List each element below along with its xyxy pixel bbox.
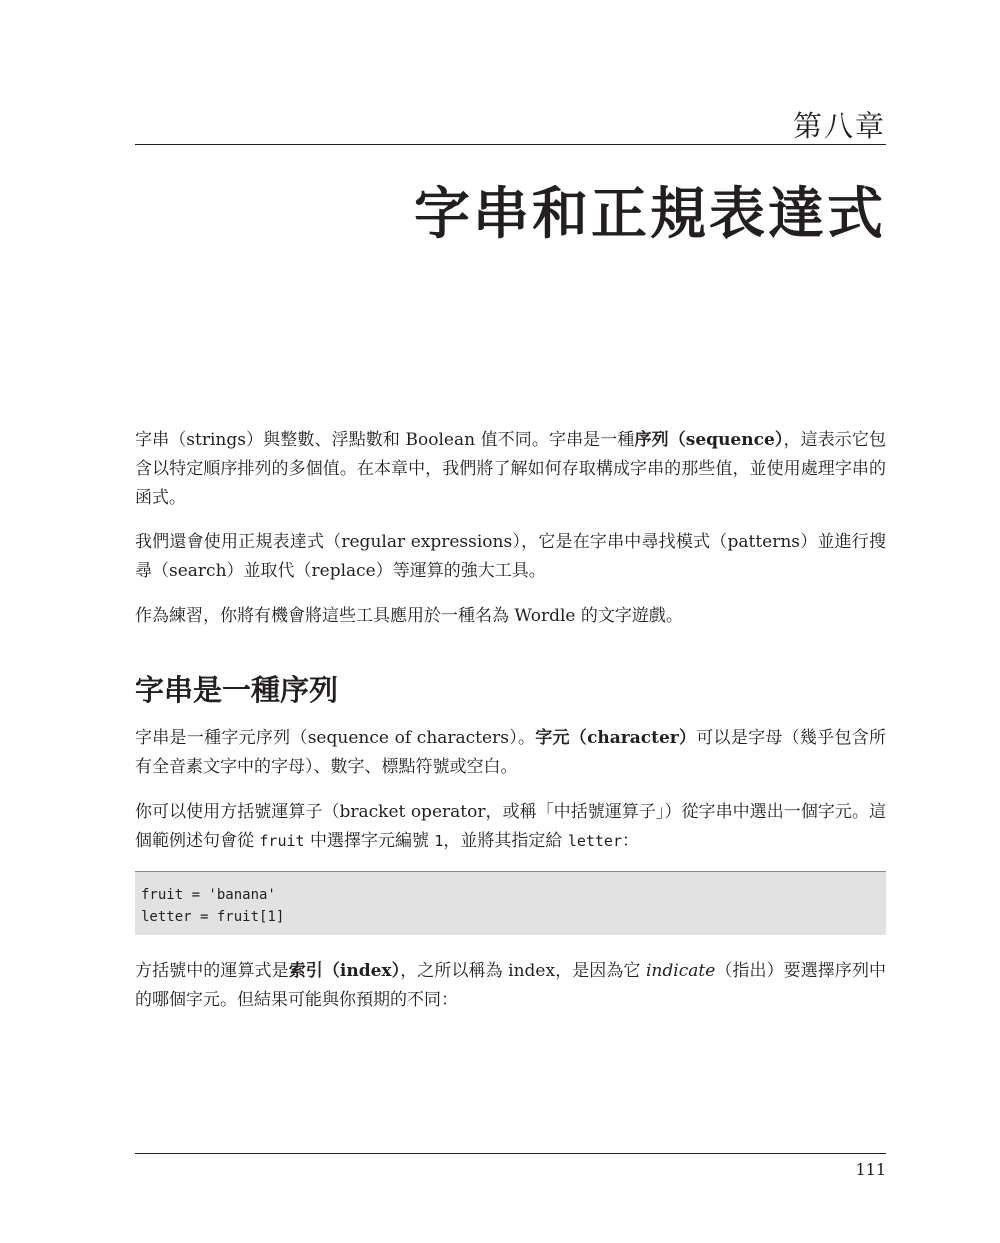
intro-paragraph-3: 作為練習，你將有機會將這些工具應用於一種名為 Wordle 的文字遊戲。 [135,606,683,626]
term-index: 索引（index） [288,961,401,981]
footer-divider [135,1153,886,1154]
section-paragraph-1 [135,724,886,782]
text-run: （指出）要選擇序列中的哪個字元。但結果可能與你預期的不同： [135,961,887,1010]
inline-code-index: 1 [434,832,444,850]
text-run: 字串（strings）與整數、浮點數和 Boolean 值不同。字串是一種 [135,430,635,450]
text-run: ，這表示它包含以特定順序排列的多個值。在本章中，我們將了解如何存取構成字串的那些值，並使用處理字串的函式。 [135,430,886,508]
text-run: 可以是字母（幾乎包含所有全音素文字中的字母）、數字、標點符號或空白。 [135,728,886,777]
chapter-label: 第八章 [792,109,886,143]
page-number: 111 [855,1160,886,1179]
intro-paragraph-2: 我們還會使用正規表達式（regular expressions），它是在字串中尋找模式（patterns）並進行搜尋（search）並取代（replace）等運算的強大工具。 [135,532,886,581]
text-run: ，並將其指定給 [443,831,568,851]
chapter-title: 字串和正規表達式 [414,182,886,247]
code-line: letter = fruit[1] [141,909,285,925]
intro-paragraph-1 [135,426,886,513]
inline-code-fruit: fruit [259,832,305,850]
inline-code-letter: letter [567,832,622,850]
text-run: ： [622,831,639,851]
text-run: ，之所以稱為 index，是因為它 [400,961,646,981]
section-paragraph-2 [135,798,886,856]
code-block [135,871,886,935]
term-character: 字元（character） [535,728,697,748]
section-paragraph-3 [135,957,886,1015]
chapter-divider [135,144,886,145]
code-line: fruit = 'banana' [141,887,276,903]
text-run: 你可以使用方括號運算子（bracket operator，或稱「中括號運算子」）從字串中選出一個字元。這個範例述句會從 [135,802,886,851]
italic-indicate: indicate [646,961,716,981]
term-sequence: 序列（sequence） [634,430,784,450]
text-run: 中選擇字元編號 [304,831,435,851]
section-heading: 字串是一種序列 [135,673,339,707]
text-run: 方括號中的運算式是 [135,961,289,981]
text-run: 字串是一種字元序列（sequence of characters）。 [135,728,536,748]
